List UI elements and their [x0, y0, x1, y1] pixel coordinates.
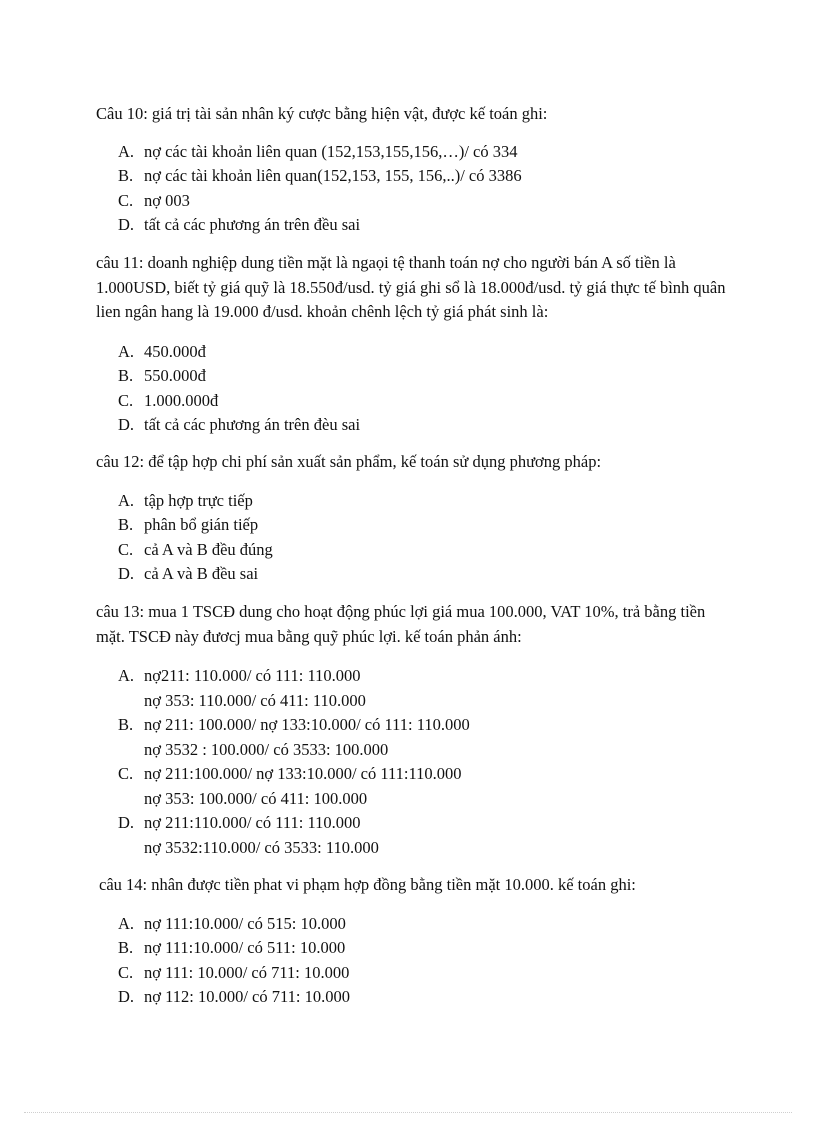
option-text: phân bổ gián tiếp [144, 515, 259, 534]
option-letter: D. [118, 987, 135, 1006]
option-letter: B. [118, 715, 134, 734]
question-stem: câu 13: mua 1 TSCĐ dung cho hoạt động phúc lợi giá mua 100.000, VAT 10%, trả bằng tiền mặt. TSCĐ này đươcj mua bằng quỹ phúc lợi. kế toán phản ánh: [96, 602, 706, 646]
answer-options [96, 489, 736, 587]
option-text-line-2: nợ 3532 : 100.000/ có 3533: 100.000 [144, 739, 389, 759]
option-a [118, 340, 736, 365]
option-b [118, 936, 739, 961]
option-text: nợ các tài khoản liên quan (152,153,155,156,…)/ có 334 [144, 141, 518, 161]
option-c [118, 538, 736, 563]
option-c [118, 189, 736, 214]
option-letter: C. [118, 539, 134, 559]
option-d [118, 413, 736, 438]
option-text: nợ 211:110.000/ có 111: 110.000 [144, 813, 361, 832]
option-text: 550.000đ [144, 366, 206, 385]
option-letter: B. [118, 366, 134, 385]
option-letter: D. [118, 813, 135, 832]
option-text: tất cả các phương án trên đèu sai [144, 415, 361, 434]
option-text: nợ các tài khoản liên quan(152,153, 155, 156,..)/ có 3386 [144, 166, 522, 185]
answer-options [96, 340, 736, 438]
question-12 [96, 450, 736, 587]
option-b [118, 513, 736, 538]
question-stem: câu 14: nhân được tiền phat vi phạm hợp đồng bằng tiền mặt 10.000. kế toán ghi: [99, 875, 636, 894]
option-letter: D. [118, 564, 135, 583]
option-letter: A. [118, 913, 135, 933]
option-text: nợ 211:100.000/ nợ 133:10.000/ có 111:110.000 [144, 764, 462, 783]
option-text: nợ 111: 10.000/ có 711: 10.000 [144, 962, 350, 982]
option-text-line-2: nợ 353: 110.000/ có 411: 110.000 [144, 690, 366, 710]
option-text: nợ 111:10.000/ có 515: 10.000 [144, 913, 346, 933]
option-text: nợ 003 [144, 190, 190, 210]
option-text: nợ 211: 100.000/ nợ 133:10.000/ có 111: 110.000 [144, 715, 470, 734]
option-d [118, 811, 736, 860]
option-text: 450.000đ [144, 341, 206, 361]
page-footer-divider [24, 1112, 792, 1113]
answer-options [96, 664, 736, 860]
option-a [118, 489, 736, 514]
option-letter: C. [118, 190, 134, 210]
option-text: tất cả các phương án trên đều sai [144, 215, 361, 234]
option-text: 1.000.000đ [144, 390, 219, 410]
option-letter: C. [118, 962, 134, 982]
option-d [118, 985, 739, 1010]
option-a [118, 664, 736, 713]
option-a [118, 912, 739, 937]
answer-options [96, 140, 736, 238]
option-letter: B. [118, 515, 134, 534]
option-text: nợ 111:10.000/ có 511: 10.000 [144, 938, 346, 957]
option-letter: A. [118, 141, 135, 161]
option-text: cả A và B đều sai [144, 564, 259, 583]
option-b [118, 164, 736, 189]
option-d [118, 213, 736, 238]
question-11 [96, 251, 736, 438]
option-letter: C. [118, 764, 134, 783]
option-a [118, 140, 736, 165]
question-stem: câu 12: để tập hợp chi phí sản xuất sản phẩm, kế toán sử dụng phương pháp: [96, 452, 602, 471]
option-letter: D. [118, 415, 135, 434]
option-letter: A. [118, 341, 135, 361]
answer-options [96, 912, 739, 1010]
option-letter: D. [118, 215, 135, 234]
question-stem: câu 11: doanh nghiệp dung tiền mặt là ngaọi tệ thanh toán nợ cho người bán A số tiền là 1.000USD, biết tỷ giá quỹ là 18.550đ/usd. tỷ giá ghi sổ là 18.000đ/usd. tỷ giá thực tế bình quân lien ngân hang là 19.000 đ/usd. khoản chênh lệch tỷ giá phát sinh là: [96, 253, 726, 321]
question-10 [96, 102, 736, 238]
question-stem: Câu 10: giá trị tài sản nhân ký cược bằng hiện vật, được kế toán ghi: [96, 104, 548, 123]
option-letter: A. [118, 666, 135, 685]
option-c [118, 961, 739, 986]
option-text-line-2: nợ 353: 100.000/ có 411: 100.000 [144, 788, 368, 808]
option-letter: A. [118, 490, 135, 510]
question-14 [99, 873, 739, 1010]
option-d [118, 562, 736, 587]
option-letter: B. [118, 166, 134, 185]
option-text-line-2: nợ 3532:110.000/ có 3533: 110.000 [144, 837, 379, 857]
question-13 [96, 600, 736, 860]
option-b [118, 364, 736, 389]
option-text: nợ211: 110.000/ có 111: 110.000 [144, 666, 361, 685]
option-b [118, 713, 736, 762]
option-letter: C. [118, 390, 134, 410]
option-c [118, 389, 736, 414]
option-text: nợ 112: 10.000/ có 711: 10.000 [144, 987, 350, 1006]
option-c [118, 762, 736, 811]
option-text: tập hợp trực tiếp [144, 490, 253, 510]
option-text: cả A và B đều đúng [144, 539, 273, 559]
option-letter: B. [118, 938, 134, 957]
